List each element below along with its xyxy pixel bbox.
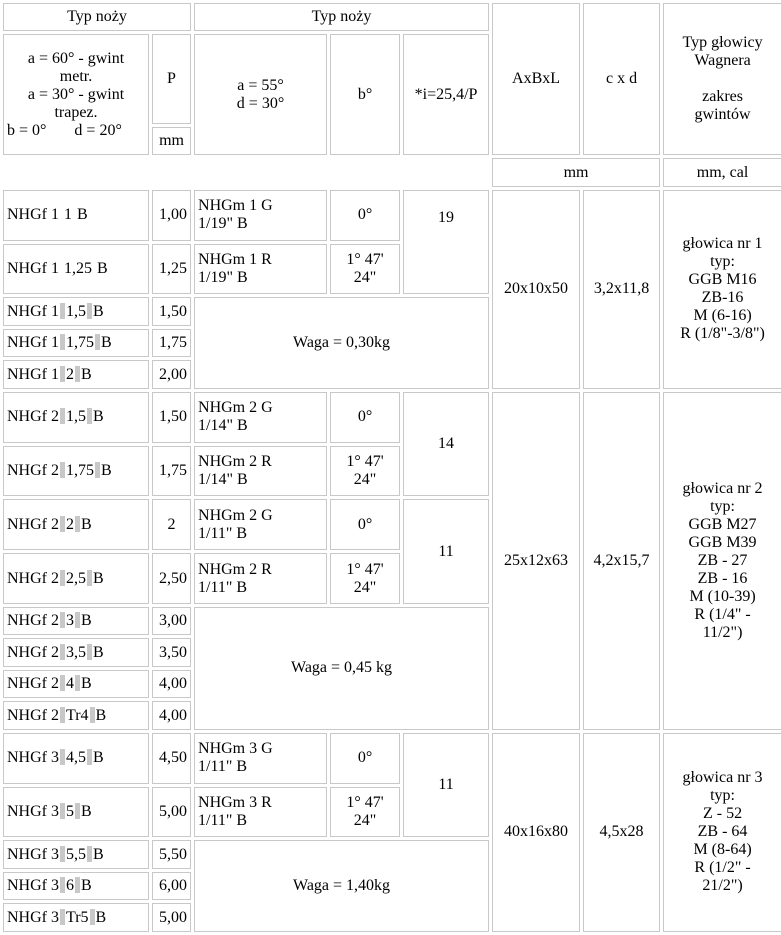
cell-separator [87, 846, 92, 862]
knife-type-cell: NHGf 2 1,75 B [3, 446, 149, 497]
weight-cell: Waga = 1,40kg [194, 840, 489, 932]
pitch-cell: 6,00 [152, 872, 191, 900]
i-value-cell: 11 [403, 733, 489, 838]
knife-type-cell: NHGf 1 1,75 B [3, 329, 149, 357]
knife-name-cell: NHGm 3 G 1/11" B [194, 733, 327, 784]
knife-type-cell: NHGf 1 1 B [3, 190, 149, 241]
pitch-cell: 2,00 [152, 360, 191, 388]
header-i-formula: *i=25,4/P [403, 34, 489, 155]
weight-cell: Waga = 0,45 kg [194, 607, 489, 730]
pitch-cell: 4,00 [152, 701, 191, 729]
cell-separator [87, 570, 92, 586]
header-p-unit: mm [152, 127, 191, 155]
header-angle-a-text: a = 60° - gwint metr. a = 30° - gwint trapez. [27, 49, 125, 121]
knife-type-cell: NHGf 3 Tr5 B [3, 903, 149, 932]
pitch-cell: 2 [152, 499, 191, 550]
header-mid-description: a = 55° d = 30° [194, 34, 327, 155]
cell-separator [75, 675, 80, 691]
i-value-cell: 19 [403, 190, 489, 295]
b-angle-cell: 1° 47' 24" [330, 446, 400, 497]
knife-type-cell: NHGf 2 3 B [3, 607, 149, 635]
pitch-cell: 1,50 [152, 297, 191, 325]
i-value-cell: 11 [403, 499, 489, 604]
cell-separator [60, 516, 65, 532]
knife-name-cell: NHGm 2 G 1/14" B [194, 392, 327, 443]
cxd-cell: 4,5x28 [583, 733, 660, 932]
cxd-cell: 3,2x11,8 [583, 190, 660, 389]
header-angles-bd [7, 122, 145, 140]
cell-separator [90, 909, 95, 925]
knife-type-cell: NHGf 3 5,5 B [3, 840, 149, 868]
cell-separator [75, 366, 80, 382]
b-angle-cell: 1° 47' 24" [330, 244, 400, 295]
header-angle-b: b = 0° [7, 121, 47, 139]
pitch-cell: 4,50 [152, 733, 191, 784]
header-cxd: c x d [583, 3, 660, 155]
header-typ-nozy-left: Typ noży [3, 3, 191, 31]
knife-name-cell: NHGm 2 R 1/14" B [194, 446, 327, 497]
cell-separator [75, 803, 80, 819]
header-axbxl: AxBxL [492, 3, 580, 155]
pitch-cell: 1,00 [152, 190, 191, 241]
head-cell: głowica nr 2 typ: GGB M27 GGB M39 ZB - 27 ZB - 16 M (10-39) R (1/4" - 11/2") [663, 392, 781, 730]
cell-separator [60, 462, 65, 478]
header-left-description [3, 34, 149, 155]
cell-separator [60, 803, 65, 819]
knife-type-cell: NHGf 1 2 B [3, 360, 149, 388]
knife-type-cell: NHGf 1 1,25 B [3, 244, 149, 295]
i-value-cell: 14 [403, 392, 489, 497]
b-angle-cell: 0° [330, 190, 400, 241]
cell-separator [95, 462, 100, 478]
knife-type-cell: NHGf 2 4 B [3, 670, 149, 698]
axbxl-cell: 40x16x80 [492, 733, 580, 932]
head-cell: głowica nr 3 typ: Z - 52 ZB - 64 M (8-64) R (1/2" - 21/2") [663, 733, 781, 932]
units-mm-cal: mm, cal [663, 158, 781, 186]
cell-separator [87, 644, 92, 660]
cell-separator [95, 334, 100, 350]
cell-separator [60, 570, 65, 586]
b-angle-cell: 1° 47' 24" [330, 787, 400, 838]
cell-separator [60, 675, 65, 691]
cell-separator [60, 334, 65, 350]
pitch-cell: 3,00 [152, 607, 191, 635]
pitch-cell: 2,50 [152, 553, 191, 604]
header-row-1 [3, 3, 781, 31]
axbxl-cell: 20x10x50 [492, 190, 580, 389]
header-glowica-wagnera: Typ głowicy Wagnera zakres gwintów [663, 3, 781, 155]
cell-separator [60, 877, 65, 893]
knife-type-cell: NHGf 2 Tr4 B [3, 701, 149, 729]
cell-separator [87, 303, 92, 319]
header-b-degrees: b° [330, 34, 400, 155]
pitch-cell: 3,50 [152, 638, 191, 666]
units-spacer-mid [194, 158, 489, 186]
knife-name-cell: NHGm 2 G 1/11" B [194, 499, 327, 550]
header-angle-d: d = 20° [74, 121, 122, 139]
table-row [3, 190, 781, 241]
cell-separator [60, 846, 65, 862]
cell-separator [60, 408, 65, 424]
knife-name-cell: NHGm 2 R 1/11" B [194, 553, 327, 604]
pitch-cell: 1,75 [152, 446, 191, 497]
cell-separator [75, 516, 80, 532]
units-row [3, 158, 781, 186]
knife-type-cell: NHGf 2 2,5 B [3, 553, 149, 604]
knife-type-cell: NHGf 2 2 B [3, 499, 149, 550]
knife-name-cell: NHGm 1 R 1/19" B [194, 244, 327, 295]
units-spacer-left [3, 158, 191, 186]
cell-separator [60, 644, 65, 660]
head-cell: głowica nr 1 typ: GGB M16 ZB-16 M (6-16) R (1/8"-3/8") [663, 190, 781, 389]
cell-separator [87, 408, 92, 424]
pitch-cell: 4,00 [152, 670, 191, 698]
knife-type-cell: NHGf 1 1,5 B [3, 297, 149, 325]
b-angle-cell: 0° [330, 733, 400, 784]
pitch-cell: 5,50 [152, 840, 191, 868]
b-angle-cell: 0° [330, 499, 400, 550]
cxd-cell: 4,2x15,7 [583, 392, 660, 730]
pitch-cell: 1,50 [152, 392, 191, 443]
knife-name-cell: NHGm 3 R 1/11" B [194, 787, 327, 838]
b-angle-cell: 1° 47' 24" [330, 553, 400, 604]
cell-separator [60, 612, 65, 628]
pitch-cell: 5,00 [152, 903, 191, 932]
b-angle-cell: 0° [330, 392, 400, 443]
header-p: P [152, 34, 191, 123]
axbxl-cell: 25x12x63 [492, 392, 580, 730]
pitch-cell: 5,00 [152, 787, 191, 838]
table-row [3, 733, 781, 784]
knife-type-cell: NHGf 3 5 B [3, 787, 149, 838]
cell-separator [87, 749, 92, 765]
cell-separator [60, 303, 65, 319]
header-typ-nozy-right: Typ noży [194, 3, 489, 31]
cell-separator [60, 707, 65, 723]
knife-type-cell: NHGf 2 1,5 B [3, 392, 149, 443]
cell-separator [75, 877, 80, 893]
knife-type-cell: NHGf 3 4,5 B [3, 733, 149, 784]
cell-separator [60, 366, 65, 382]
weight-cell: Waga = 0,30kg [194, 297, 489, 388]
table-row [3, 392, 781, 443]
cell-separator [75, 612, 80, 628]
units-mm: mm [492, 158, 660, 186]
cell-separator [60, 749, 65, 765]
cell-separator [60, 909, 65, 925]
knife-type-cell: NHGf 2 3,5 B [3, 638, 149, 666]
pitch-cell: 1,25 [152, 244, 191, 295]
knife-type-cell: NHGf 3 6 B [3, 872, 149, 900]
cell-separator [90, 707, 95, 723]
pitch-cell: 1,75 [152, 329, 191, 357]
knife-name-cell: NHGm 1 G 1/19" B [194, 190, 327, 241]
